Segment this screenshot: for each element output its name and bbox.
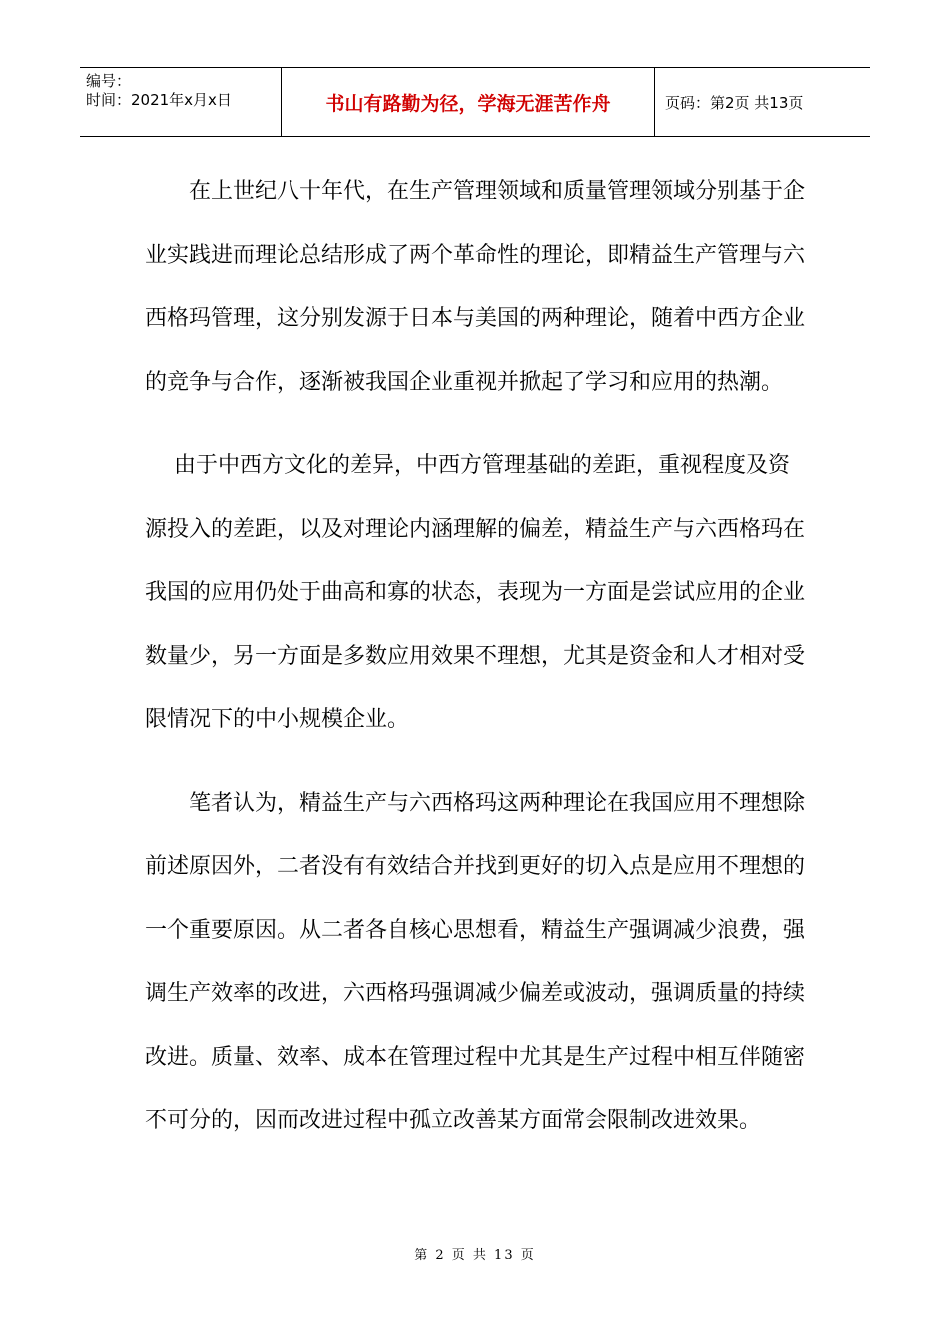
page-header [80,67,870,137]
header-meta [80,68,282,136]
document-number-label: 编号： [86,72,132,90]
document-body [145,160,805,1173]
paragraph: 在上世纪八十年代，在生产管理领域和质量管理领域分别基于企业实践进而理论总结形成了两个革命性的理论，即精益生产管理与六西格玛管理，这分别发源于日本与美国的两种理论，随着中西方企业的竞争与合作，逐渐被我国企业重视并掀起了学习和应用的热潮。 [145,179,806,395]
document-date-label: 时间：2021年x月x日 [86,91,232,109]
header-page-info: 页码：第2页 共13页 [665,93,804,112]
paragraph: 笔者认为，精益生产与六西格玛这两种理论在我国应用不理想除前述原因外，二者没有有效结合并找到更好的切入点是应用不理想的一个重要原因。从二者各自核心思想看，精益生产强调减少浪费，强调生产效率的改进，六西格玛强调减少偏差或波动，强调质量的持续改进。质量、效率、成本在管理过程中尤其是生产过程中相互伴随密不可分的，因而改进过程中孤立改善某方面常会限制改进效果。 [145,790,806,1133]
page-footer: 第 2 页 共 13 页 [414,1248,536,1263]
paragraph: 由于中西方文化的差异，中西方管理基础的差距，重视程度及资源投入的差距，以及对理论内涵理解的偏差，精益生产与六西格玛在我国的应用仍处于曲高和寡的状态，表现为一方面是尝试应用的企业数量少，另一方面是多数应用效果不理想，尤其是资金和人才相对受限情况下的中小规模企业。 [145,453,806,732]
header-motto: 书山有路勤为径，学海无涯苦作舟 [282,68,655,136]
